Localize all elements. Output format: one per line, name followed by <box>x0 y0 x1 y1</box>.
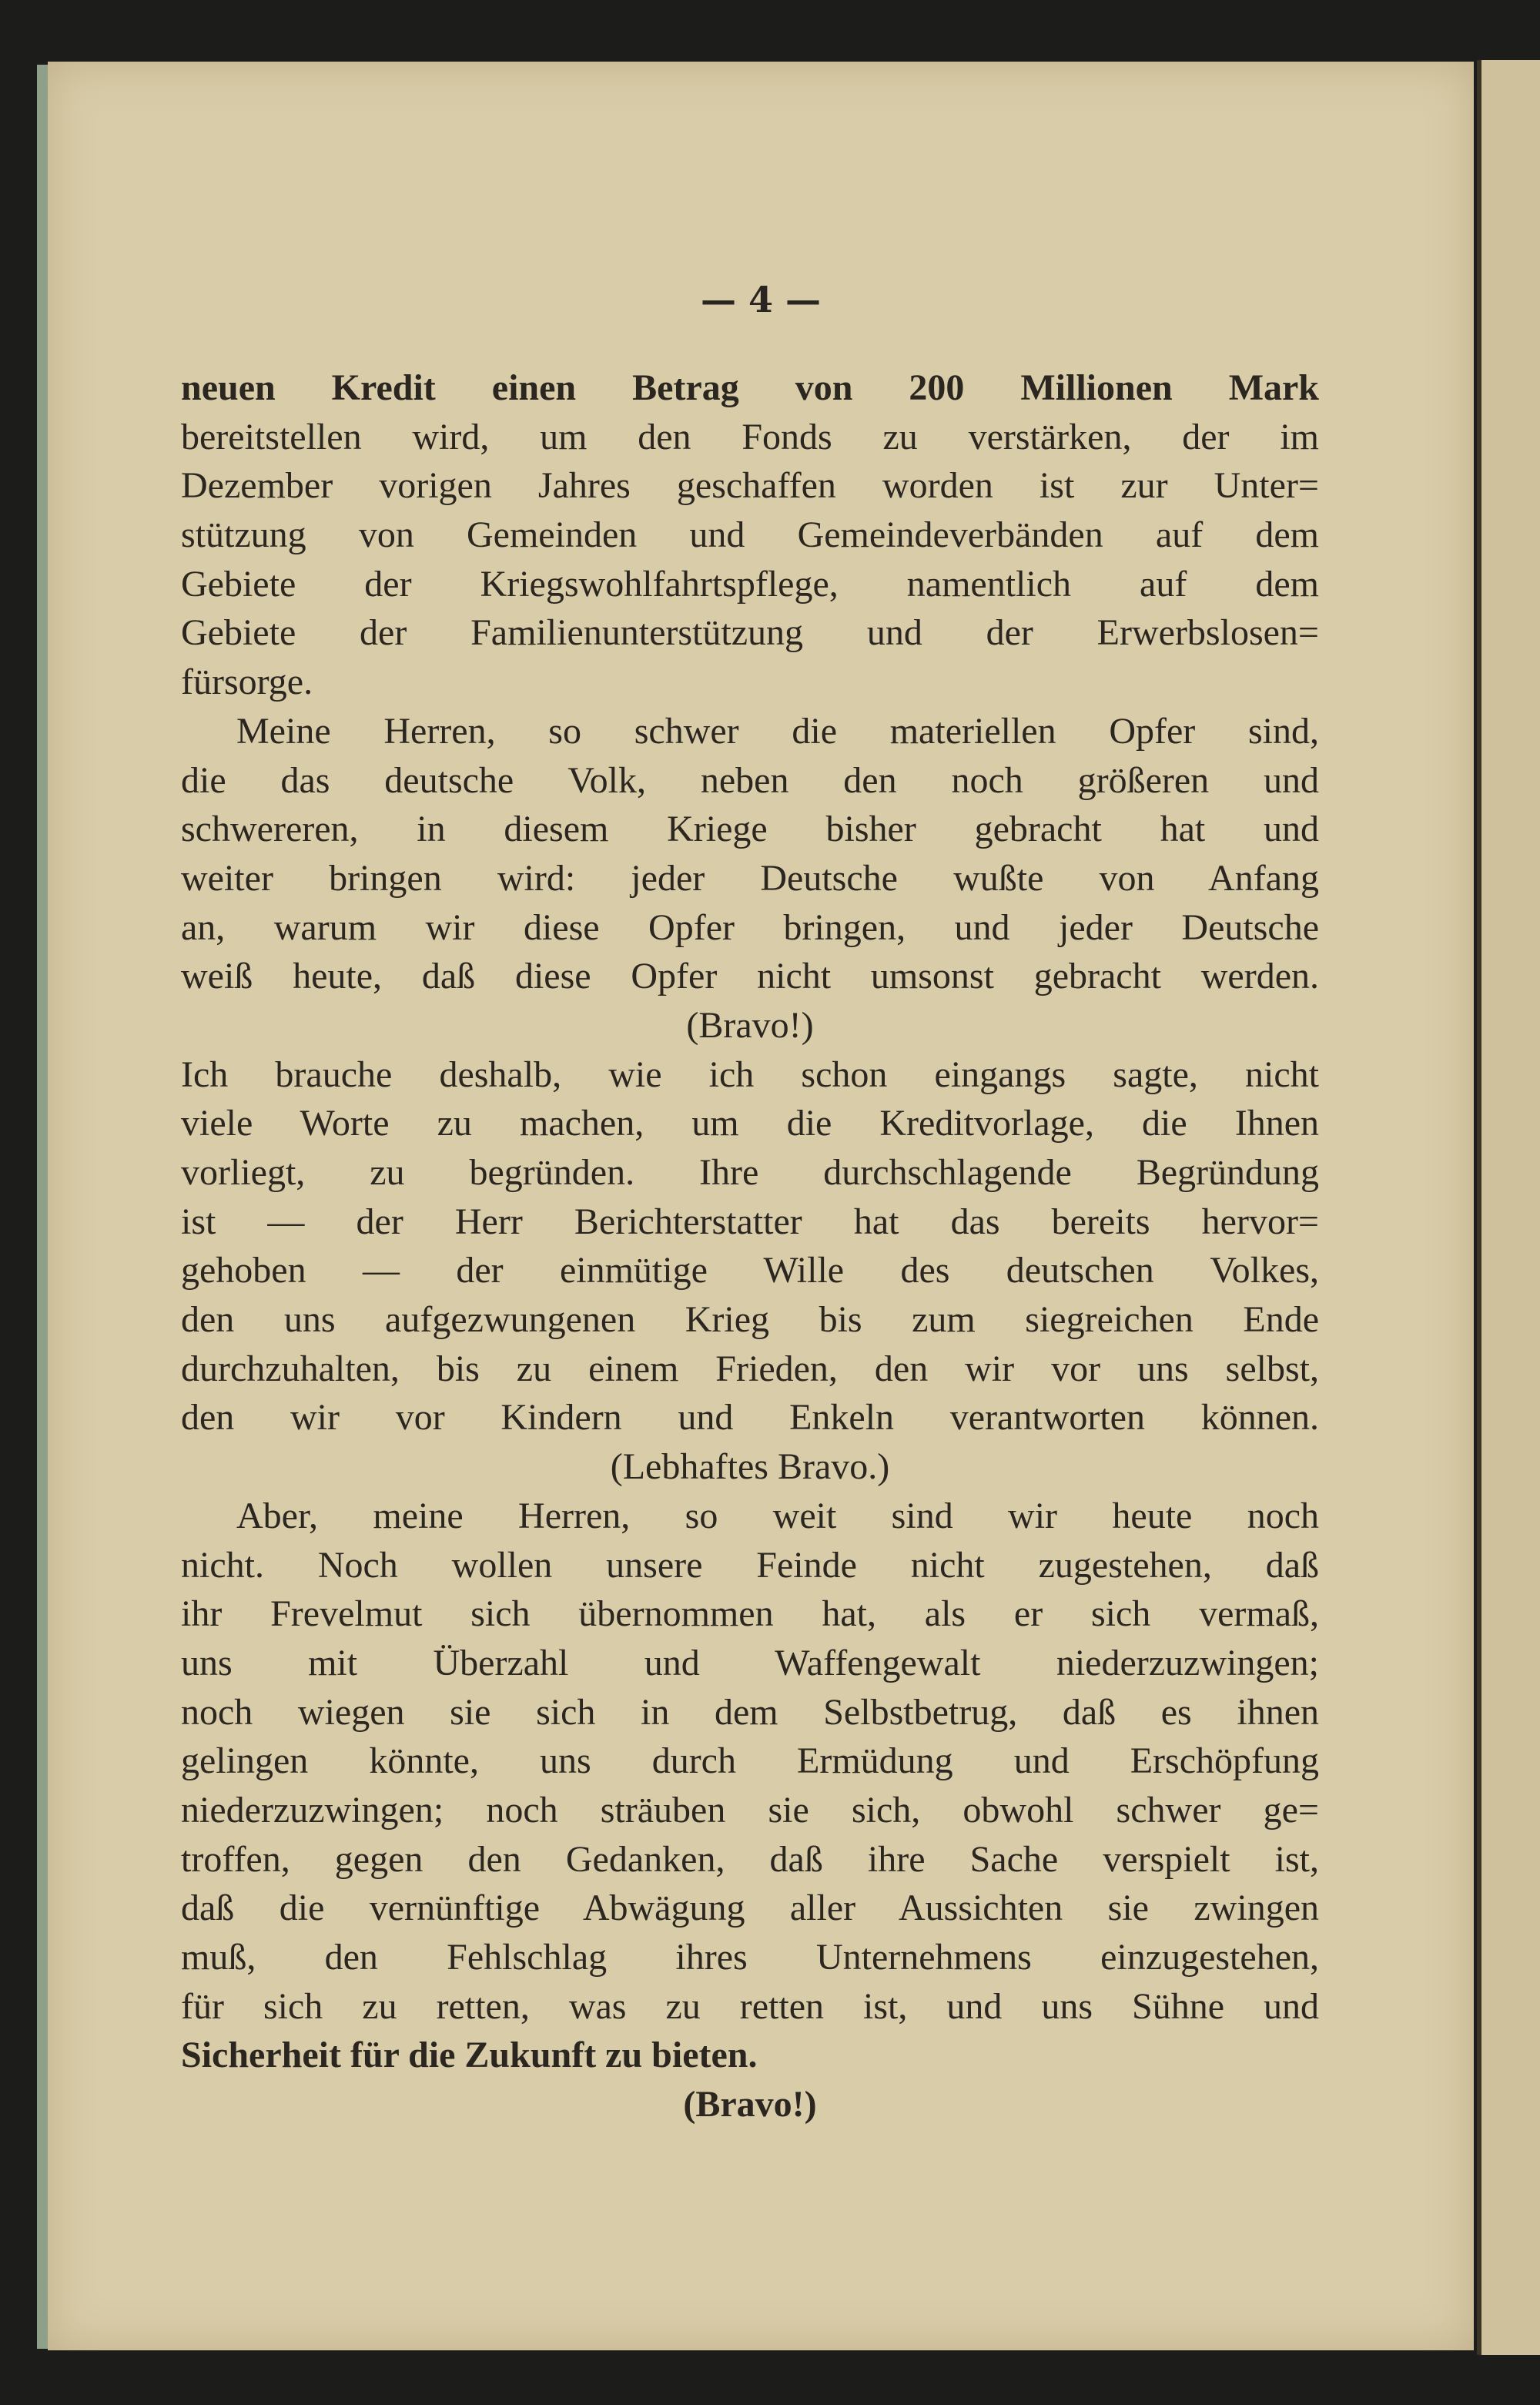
text-line: muß, den Fehlschlag ihres Unternehmens einzugestehen, <box>181 1937 1319 1978</box>
text-line: noch wiegen sie sich in dem Selbstbetrug, daß es ihnen <box>181 1691 1319 1733</box>
text-line: Ich brauche deshalb, wie ich schon eingangs sagte, nicht <box>181 1053 1319 1095</box>
text-line: ist — der Herr Berichterstatter hat das bereits hervor= <box>181 1201 1319 1242</box>
text-line: bereitstellen wird, um den Fonds zu verstärken, der im <box>181 416 1319 457</box>
text-line: Aber, meine Herren, so weit sind wir heute noch <box>236 1495 1319 1536</box>
text-line: Meine Herren, so schwer die materiellen Opfer sind, <box>236 710 1319 752</box>
text-line: nicht. Noch wollen unsere Feinde nicht zugestehen, daß <box>181 1544 1319 1586</box>
page-number: — 4 — <box>700 279 822 320</box>
text-line: durchzuhalten, bis zu einem Frieden, den wir vor uns selbst, <box>181 1348 1319 1389</box>
text-line: daß die vernünftige Abwägung aller Aussichten sie zwingen <box>181 1887 1319 1929</box>
body-text <box>181 363 1319 2129</box>
text-line: für sich zu retten, was zu retten ist, und uns Sühne und <box>181 1985 1319 2027</box>
text-line: schwereren, in diesem Kriege bisher gebracht hat und <box>181 809 1319 850</box>
text-line: vorliegt, zu begründen. Ihre durchschlagende Begründung <box>181 1152 1319 1193</box>
text-line: troffen, gegen den Gedanken, daß ihre Sache verspielt ist, <box>181 1838 1319 1880</box>
text-line: an, warum wir diese Opfer bringen, und jeder Deutsche <box>181 906 1319 948</box>
text-line: gehoben — der einmütige Wille des deutschen Volkes, <box>181 1250 1319 1291</box>
text-line: niederzuzwingen; noch sträuben sie sich, obwohl schwer ge= <box>181 1789 1319 1831</box>
text-line: ihr Frevelmut sich übernommen hat, als er sich vermaß, <box>181 1593 1319 1635</box>
text-line: die das deutsche Volk, neben den noch größeren und <box>181 759 1319 801</box>
text-line: Gebiete der Kriegswohlfahrtspflege, namentlich auf dem <box>181 563 1319 605</box>
text-line: neuen Kredit einen Betrag von 200 Millionen Mark <box>181 367 1319 408</box>
applause-note: (Bravo!) <box>683 2084 817 2125</box>
document-page <box>48 62 1474 2350</box>
applause-note: (Bravo!) <box>686 1004 814 1046</box>
text-line: den uns aufgezwungenen Krieg bis zum siegreichen Ende <box>181 1299 1319 1341</box>
text-line: gelingen könnte, uns durch Ermüdung und Erschöpfung <box>181 1740 1319 1782</box>
text-line: Sicherheit für die Zukunft zu bieten. <box>181 2035 758 2076</box>
adjacent-page-edge <box>1477 60 1540 2355</box>
text-line: weiß heute, daß diese Opfer nicht umsonst gebracht werden. <box>181 956 1319 997</box>
text-line: Gebiete der Familienunterstützung und der Erwerbslosen= <box>181 612 1319 654</box>
text-line: den wir vor Kindern und Enkeln verantworten können. <box>181 1397 1319 1439</box>
applause-note: (Lebhaftes Bravo.) <box>610 1446 890 1488</box>
text-line: uns mit Überzahl und Waffengewalt niederzuzwingen; <box>181 1642 1319 1683</box>
text-line: Dezember vorigen Jahres geschaffen worden ist zur Unter= <box>181 465 1319 507</box>
text-line: stützung von Gemeinden und Gemeindeverbänden auf dem <box>181 514 1319 556</box>
text-line: fürsorge. <box>181 662 313 703</box>
text-line: weiter bringen wird: jeder Deutsche wußte von Anfang <box>181 857 1319 899</box>
text-line: viele Worte zu machen, um die Kreditvorlage, die Ihnen <box>181 1103 1319 1144</box>
